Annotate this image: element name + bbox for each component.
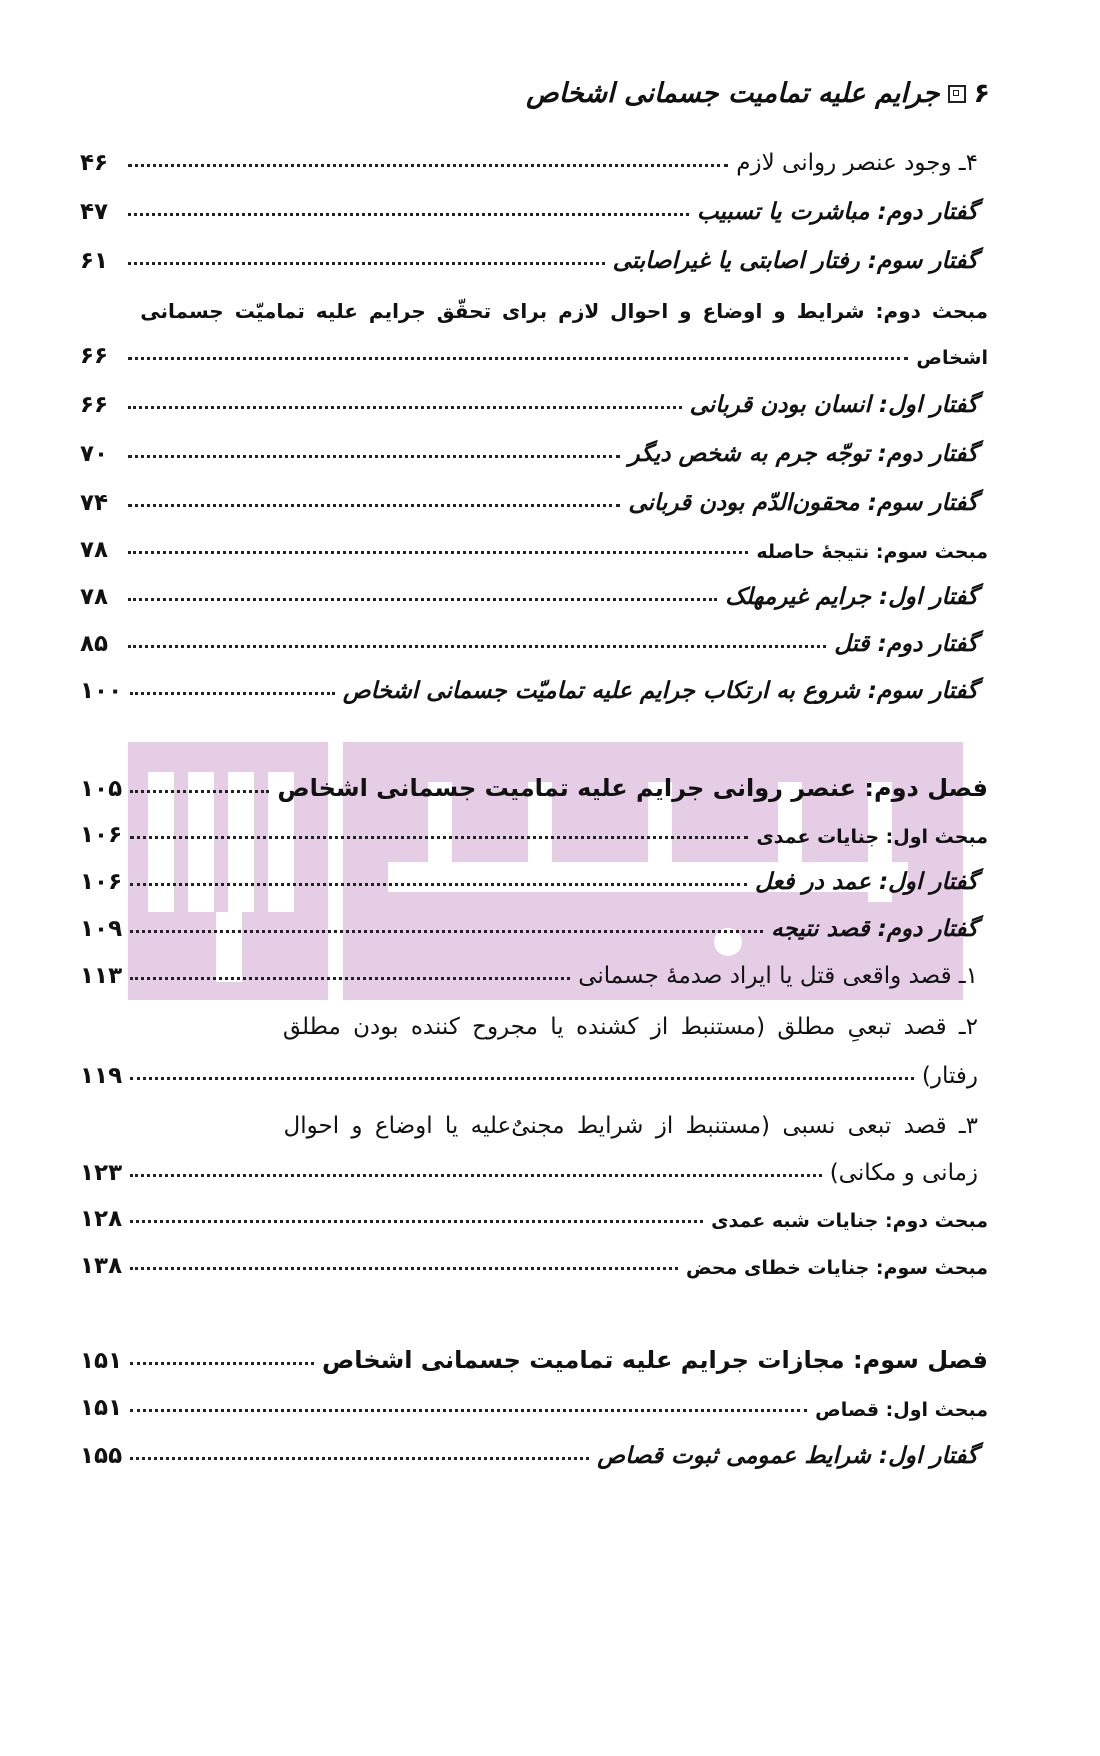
toc-entry-first-line [80,996,988,1040]
toc-entry[interactable] [80,374,988,418]
toc-entry[interactable] [80,898,988,942]
toc-entry-title: ۴ـ وجود عنصر روانی لازم [736,150,978,176]
dot-leader [128,645,826,648]
toc-entry[interactable] [80,423,988,467]
dot-leader [128,357,908,360]
toc-entry-title: گفتار دوم: قتل [834,631,978,657]
toc-entry-page: ۱۰۶ [80,822,123,848]
toc-entry-title: گفتار سوم: رفتار اصابتی یا غیراصابتی [612,248,978,274]
toc-entry[interactable] [80,1188,988,1232]
toc-entry[interactable] [80,519,988,563]
toc-entry-title: گفتار دوم: مباشرت یا تسبیب [696,199,978,225]
toc-entry[interactable] [80,1425,988,1469]
toc-entry-title: مبحث دوم: جنایات شبه عمدی [711,1210,988,1232]
toc-entry-page: ۱۵۵ [80,1443,123,1469]
toc-entry[interactable] [80,181,988,225]
toc-entry[interactable] [80,1377,988,1421]
toc-entry-page: ۱۱۹ [80,1063,123,1089]
toc-entry[interactable] [80,804,988,848]
toc-entry-title: زمانی و مکانی) [829,1160,978,1186]
dot-leader [130,790,269,793]
toc-entry-page: ۷۸ [80,537,109,563]
toc-entry-title: گفتار اول: جرایم غیرمهلک [725,584,978,610]
toc-entry[interactable] [80,1045,988,1089]
toc-entry-title-line1: مبحث دوم: شرایط و اوضاع و احوال لازم برای تحقّق جرایم علیه تمامیّت جسمانی [140,299,988,323]
toc-entry[interactable] [80,1235,988,1279]
toc-chapter-entry[interactable] [80,758,988,802]
toc-entry[interactable] [80,566,988,610]
dot-leader [130,930,763,933]
toc-entry-first-line [80,1095,988,1139]
toc-entry-page: ۷۰ [80,441,109,467]
toc-entry-page: ۴۷ [80,199,109,225]
toc-entry-title: گفتار اول: شرایط عمومی ثبوت قصاص [597,1443,978,1469]
toc-entry[interactable] [80,613,988,657]
toc-entry-page: ۶۱ [80,248,109,274]
toc-entry-title: مبحث اول: قصاص [815,1399,988,1421]
toc-chapter-entry[interactable] [80,1330,988,1374]
toc-entry[interactable] [80,851,988,895]
toc-entry-title: فصل سوم: مجازات جرایم علیه تمامیت جسمانی اشخاص [322,1346,988,1374]
toc-entry-title: فصل دوم: عنصر روانی جرایم علیه تمامیت جسمانی اشخاص [277,774,988,802]
toc-entry-page: ۷۴ [80,490,109,516]
toc-entry-page: ۶۶ [80,392,109,418]
dot-leader [128,504,620,507]
square-ornament-icon [948,85,966,103]
toc-entry-title: ۱ـ قصد واقعی قتل یا ایراد صدمهٔ جسمانی [578,963,978,989]
toc-entry-title: رفتار) [921,1063,978,1089]
toc-entry[interactable] [80,660,988,704]
toc-entry-title-line1: ۲ـ قصد تبعیِ مطلق (مستنبط از کشنده یا مجروح کننده بودن مطلق [282,1014,978,1040]
toc-entry[interactable] [80,1142,988,1186]
dot-leader [130,1077,914,1080]
toc-entry-title: مبحث سوم: جنایات خطای محض [686,1257,988,1279]
dot-leader [130,1457,589,1460]
toc-entry[interactable] [80,230,988,274]
toc-entry[interactable] [80,325,988,369]
toc-entry-page: ۱۲۸ [80,1206,123,1232]
toc-entry-title: گفتار دوم: توجّه جرم به شخص دیگر [628,441,978,467]
toc-entry-page: ۱۰۵ [80,776,123,802]
dot-leader [128,213,689,216]
dot-leader [130,836,748,839]
dot-leader [128,164,728,167]
toc-entry-page: ۱۵۱ [80,1395,123,1421]
toc-entry-page: ۶۶ [80,343,109,369]
toc-entry-page: ۸۵ [80,631,109,657]
toc-entry-first-line [80,279,988,323]
dot-leader [128,262,605,265]
toc-entry-title: گفتار دوم: قصد نتیجه [771,916,978,942]
dot-leader [130,1267,678,1270]
toc-entry-page: ۱۰۹ [80,916,123,942]
dot-leader [130,1174,822,1177]
toc-entry[interactable] [80,132,988,176]
toc-entry-page: ۴۶ [80,150,109,176]
toc-entry-title: مبحث اول: جنایات عمدی [756,826,988,848]
toc-entry-title: گفتار سوم: شروع به ارتکاب جرایم علیه تمامیّت جسمانی اشخاص [342,678,978,704]
toc-entry-page: ۱۵۱ [80,1348,123,1374]
header-page-number: ۶ [973,78,990,109]
dot-leader [128,455,620,458]
toc-entry-page: ۷۸ [80,584,109,610]
toc-entry-page: ۱۳۸ [80,1253,123,1279]
dot-leader [130,692,335,695]
running-header [526,78,990,109]
toc-entry-page: ۱۱۳ [80,963,123,989]
toc-entry-page: ۱۰۶ [80,869,123,895]
toc-entry-title: مبحث سوم: نتیجهٔ حاصله [756,541,988,563]
toc-entry-page: ۱۰۰ [80,678,123,704]
toc-entry[interactable] [80,472,988,516]
dot-leader [130,1362,314,1365]
dot-leader [130,977,570,980]
header-title: جرایم علیه تمامیت جسمانی اشخاص [526,78,940,109]
dot-leader [128,406,682,409]
dot-leader [130,883,747,886]
toc-entry-title: اشخاص [916,347,988,369]
toc-entry-title: گفتار سوم: محقون‌الدّم بودن قربانی [628,490,978,516]
toc-entry[interactable] [80,945,988,989]
dot-leader [130,1409,807,1412]
toc-entry-title: گفتار اول: عمد در فعل [754,869,978,895]
dot-leader [130,1220,703,1223]
dot-leader [128,551,748,554]
toc-entry-title: گفتار اول: انسان بودن قربانی [689,392,978,418]
toc-entry-page: ۱۲۳ [80,1160,123,1186]
dot-leader [128,598,717,601]
toc-entry-title-line1: ۳ـ قصد تبعی نسبی (مستنبط از شرایط مجنیٌ‌علیه یا اوضاع و احوال [283,1113,978,1139]
